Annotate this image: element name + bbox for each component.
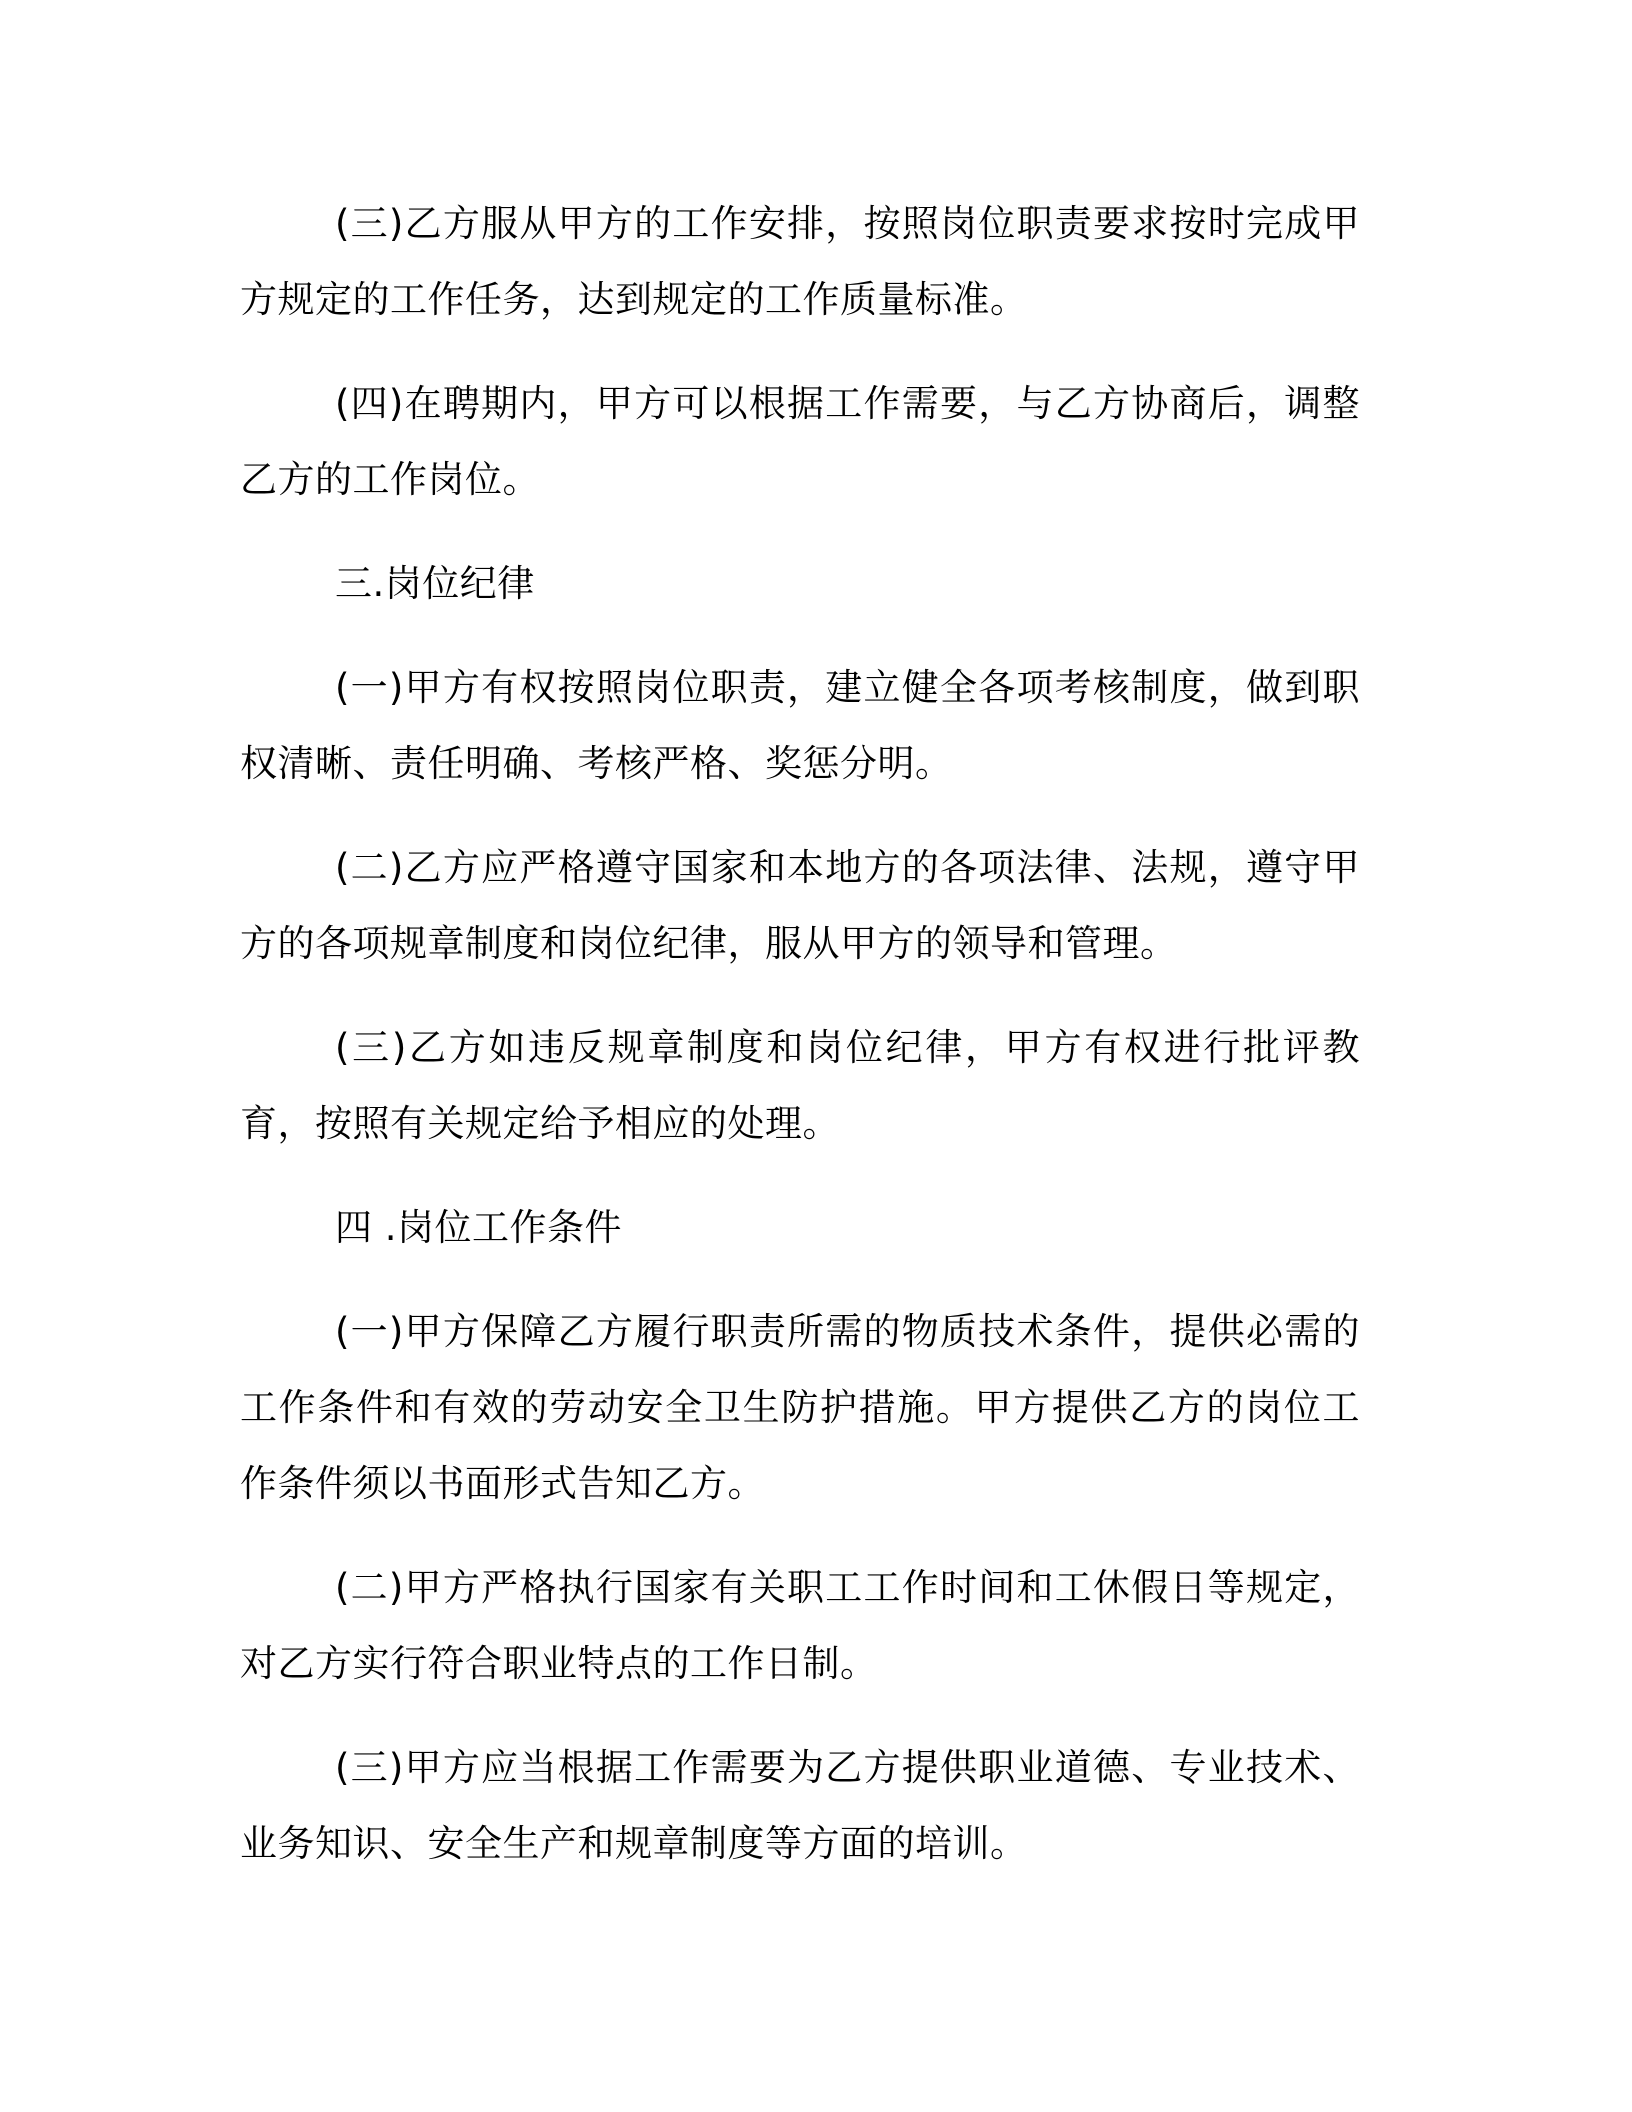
paragraph-3-4: (四)在聘期内，甲方可以根据工作需要，与乙方协商后，调整乙方的工作岗位。: [240, 382, 1360, 501]
paragraph-4-2: (二)乙方应严格遵守国家和本地方的各项法律、法规，遵守甲方的各项规章制度和岗位纪律，服从甲方的领导和管理。: [240, 846, 1360, 965]
paragraph-4-1: (一)甲方有权按照岗位职责，建立健全各项考核制度，做到职权清晰、责任明确、考核严格、奖惩分明。: [240, 666, 1360, 785]
paragraph-4-3: (三)乙方如违反规章制度和岗位纪律，甲方有权进行批评教育，按照有关规定给予相应的处理。: [240, 1026, 1360, 1145]
paragraph-5-2: (二)甲方严格执行国家有关职工工作时间和工休假日等规定，对乙方实行符合职业特点的工作日制。: [240, 1566, 1360, 1685]
paragraph-5-3: (三)甲方应当根据工作需要为乙方提供职业道德、专业技术、业务知识、安全生产和规章制度等方面的培训。: [240, 1746, 1360, 1865]
paragraph-5-1: (一)甲方保障乙方履行职责所需的物质技术条件，提供必需的工作条件和有效的劳动安全卫生防护措施。甲方提供乙方的岗位工作条件须以书面形式告知乙方。: [240, 1310, 1360, 1505]
section-heading-4: 四 .岗位工作条件: [335, 1206, 623, 1249]
paragraph-3-3: (三)乙方服从甲方的工作安排，按照岗位职责要求按时完成甲方规定的工作任务，达到规定的工作质量标准。: [240, 202, 1360, 321]
document-body: [240, 186, 1360, 1910]
section-heading-3: 三.岗位纪律: [335, 562, 535, 605]
